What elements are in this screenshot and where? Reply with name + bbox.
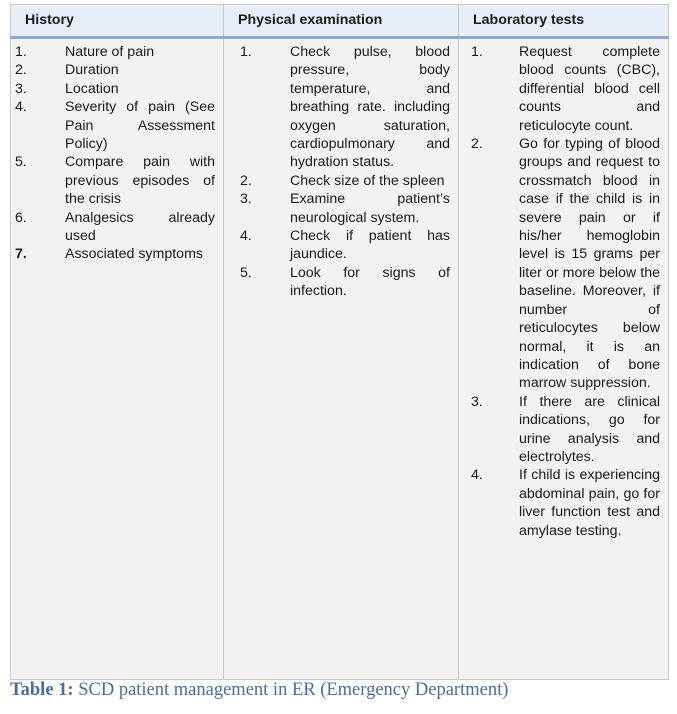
- item-number: 7.: [15, 246, 27, 263]
- item-number: 2.: [15, 62, 27, 79]
- header-history: History: [11, 5, 224, 38]
- item-text: If there are clinical indications, go for urine analysis and electrolytes.: [519, 393, 660, 465]
- caption-text: SCD patient management in ER (Emergency Department): [78, 680, 509, 700]
- history-list: [15, 43, 215, 264]
- item-text: Check pulse, blood pressure, body temperature, and breathing rate. including oxygen saturation, cardiopulmonary and hydration status.: [290, 44, 450, 171]
- item-text: Check if patient has jaundice.: [290, 228, 450, 263]
- table-caption: [10, 680, 670, 701]
- item-text: Look for signs of infection.: [290, 264, 450, 300]
- list-item: [463, 135, 660, 393]
- item-text: Severity of pain (See Pain Assessment Policy): [65, 99, 215, 153]
- item-text: Go for typing of blood groups and request to crossmatch blood in case if the child is in severe pain or if his/her hemoglobin level is 15 grams per liter or more below the baseline. Moreover, if number of reticulocytes below normal, it is an indication of bone marrow suppression.: [519, 136, 660, 392]
- item-number: 1.: [471, 44, 483, 60]
- list-item: [15, 209, 215, 246]
- item-number: 1.: [240, 44, 252, 60]
- physical-examination-list: [228, 43, 450, 301]
- item-number: 5.: [240, 264, 252, 281]
- item-text: Analgesics already used: [65, 209, 215, 245]
- item-number: 2.: [471, 136, 483, 153]
- list-item: [15, 153, 215, 208]
- item-text: Nature of pain: [65, 44, 155, 60]
- history-cell: [11, 38, 224, 680]
- item-number: 3.: [15, 80, 27, 97]
- header-laboratory-tests: Laboratory tests: [459, 5, 669, 38]
- item-text: Examine patient’s neurological system.: [290, 191, 450, 226]
- item-number: 2.: [240, 172, 252, 189]
- item-text: If child is experiencing abdominal pain, go for liver function test and amylase testing.: [519, 467, 660, 539]
- list-item: [463, 466, 660, 540]
- item-text: Request complete blood counts (CBC), differential blood cell counts and reticulocyte count.: [519, 44, 660, 134]
- header-physical-examination: Physical examination: [224, 5, 459, 38]
- body-row: [11, 38, 669, 680]
- header-row: [11, 5, 669, 38]
- item-number: 3.: [471, 393, 483, 410]
- list-item: [228, 43, 450, 172]
- laboratory-tests-list: [463, 43, 660, 540]
- list-item: [15, 43, 215, 61]
- list-item: [463, 43, 660, 135]
- physical-examination-cell: [224, 38, 459, 680]
- list-item: [228, 190, 450, 227]
- laboratory-tests-cell: [459, 38, 669, 680]
- item-number: 6.: [15, 209, 27, 226]
- list-item: [228, 264, 450, 301]
- item-text: Location: [65, 80, 119, 97]
- item-text: Duration: [65, 62, 119, 79]
- list-item: [15, 61, 215, 79]
- item-number: 4.: [15, 99, 27, 116]
- management-table: [10, 4, 669, 680]
- item-number: 3.: [240, 191, 252, 208]
- list-item: [228, 172, 450, 190]
- item-number: 5.: [15, 154, 27, 171]
- item-text: Check size of the spleen: [290, 172, 445, 189]
- item-number: 4.: [240, 228, 252, 245]
- item-text: Compare pain with previous episodes of the crisis: [65, 154, 215, 208]
- item-text: Associated symptoms: [65, 246, 203, 263]
- list-item: [228, 227, 450, 264]
- list-item: [15, 98, 215, 153]
- item-number: 4.: [471, 467, 483, 484]
- list-item: [463, 393, 660, 467]
- caption-label: Table 1:: [10, 680, 74, 700]
- list-item: [15, 245, 215, 263]
- item-number: 1.: [15, 44, 27, 60]
- list-item: [15, 80, 215, 98]
